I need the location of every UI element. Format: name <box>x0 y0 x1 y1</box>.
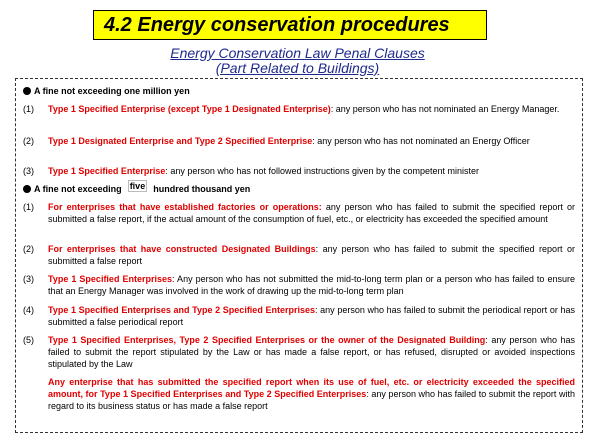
item-text: any person who has failed to submit the specified report or submitted a false report, if the actual amount of the consumption of fuel, etc., or electricity has exceeded the specified amount <box>48 202 576 224</box>
item-text: : any person who has not followed instructions given by the competent minister <box>165 166 480 176</box>
section1-heading-text: A fine not exceeding one million yen <box>34 86 190 96</box>
title-bar <box>93 10 487 40</box>
item-subject: Type 1 Specified Enterprises, Type 2 Specified Enterprises or the owner of the Designated Building <box>48 335 486 345</box>
page-title: 4.2 Energy conservation procedures <box>104 14 450 36</box>
item-text: : any person who has failed to submit the report with regard to its business status or has made a false report <box>48 389 575 411</box>
item-number: (4) <box>23 305 34 315</box>
item-text: : any person who has not nominated an Energy Manager. <box>330 104 560 114</box>
section2-heading-pre: A fine not exceeding <box>34 184 122 194</box>
item-number: (2) <box>23 244 34 254</box>
item-text: : any person who has failed to submit the specified report or submitted a false report <box>48 244 575 266</box>
item-number: (5) <box>23 335 34 345</box>
item-number: (1) <box>23 202 34 212</box>
item-subject: Any enterprise that has submitted the specified report when its use of fuel, etc. or electricity exceeded the specified amount, for Type 1 Specified Enterprises and Type 2 Specified Enterprises <box>48 377 575 399</box>
item-subject: Type 1 Specified Enterprise (except Type 1 Designated Enterprise) <box>48 104 331 114</box>
item-text: : any person who has failed to submit the periodical report or has submitted a false periodical report <box>48 305 575 327</box>
item-number: (2) <box>23 136 34 146</box>
item-text: : any person who has not nominated an Energy Officer <box>312 136 530 146</box>
subtitle-line1: Energy Conservation Law Penal Clauses <box>170 45 425 61</box>
item-subject: For enterprises that have established factories or operations: <box>48 202 322 212</box>
item-number: (3) <box>23 274 34 284</box>
item-text: : Any person who has not submitted the mid-to-long term plan or a person who has failed to ensure that an Energy Manager was involved in the work of drawing up the mid-to-long term plan <box>48 274 575 296</box>
section1-heading <box>23 86 190 96</box>
item-number: (1) <box>23 104 34 114</box>
item-subject: Type 1 Specified Enterprises and Type 2 Specified Enterprises <box>48 305 315 315</box>
item-subject: Type 1 Specified Enterprises <box>48 274 173 284</box>
item-number: (3) <box>23 166 34 176</box>
section2-heading-word: five <box>129 181 146 191</box>
section2-heading-post: hundred thousand yen <box>153 184 251 194</box>
item-subject: Type 1 Designated Enterprise and Type 2 Specified Enterprise <box>48 136 313 146</box>
section2-heading <box>23 183 250 195</box>
item-subject: For enterprises that have constructed Designated Buildings <box>48 244 316 254</box>
bullet-icon <box>23 185 31 193</box>
subtitle-line2: (Part Related to Buildings) <box>215 60 380 76</box>
item-subject: Type 1 Specified Enterprise <box>48 166 166 176</box>
bullet-icon <box>23 87 31 95</box>
item-text: : any person who has failed to submit the report stipulated by the Law or has made a false report, or has refused, disrupted or avoided inspections stipulated by the Law <box>48 335 575 369</box>
